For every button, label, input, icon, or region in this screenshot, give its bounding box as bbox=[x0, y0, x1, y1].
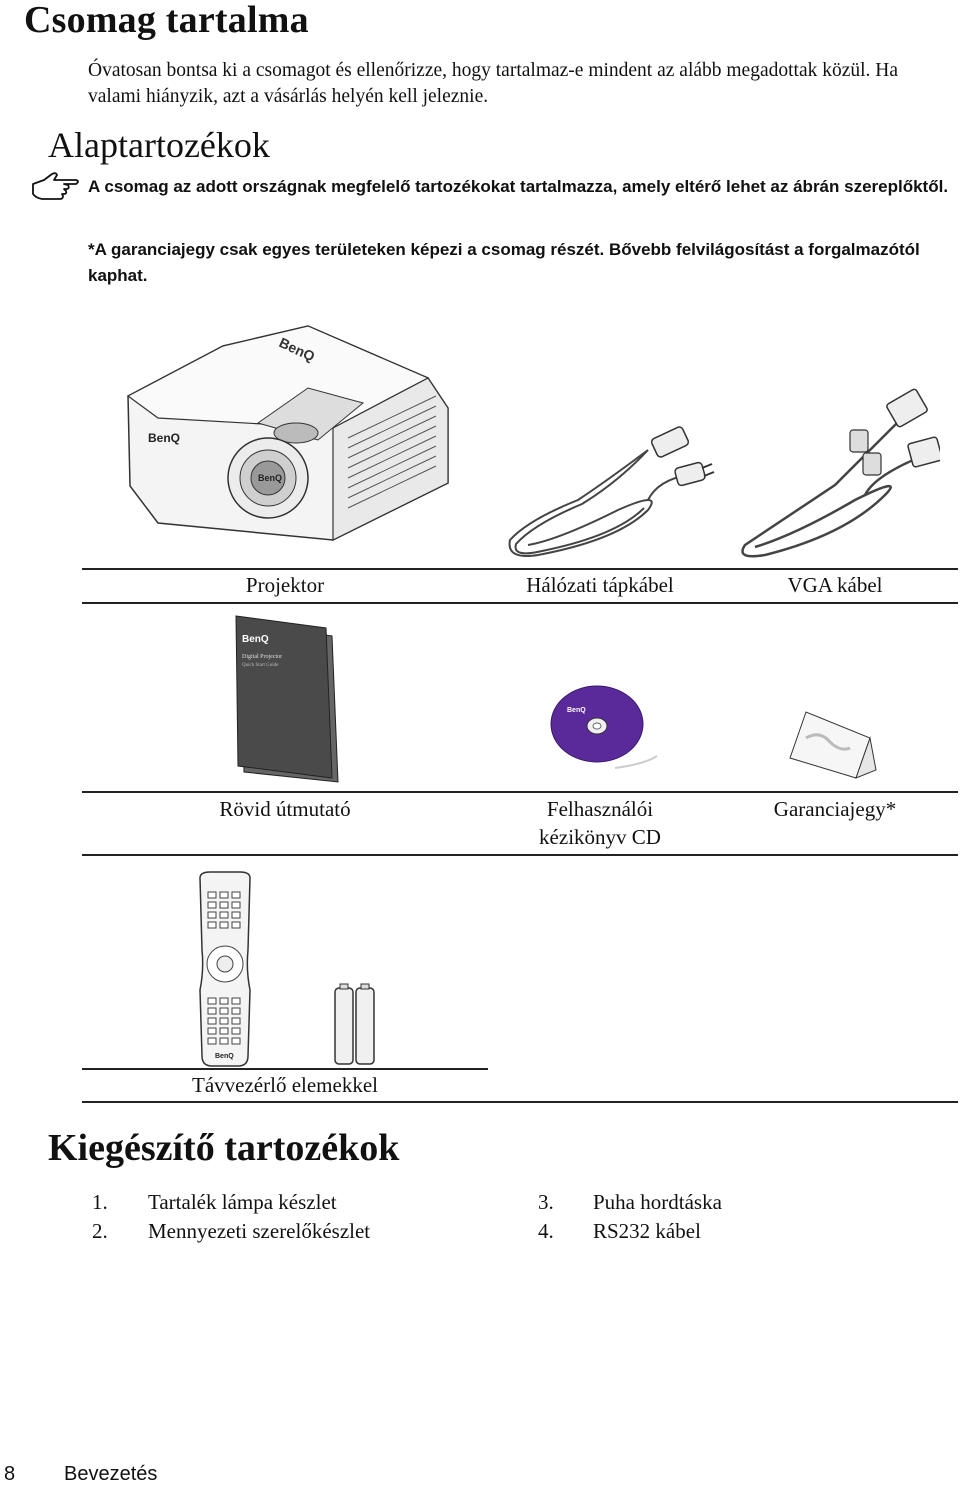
standard-accessories-heading: Alaptartozékok bbox=[48, 125, 270, 165]
remote-with-batteries-image bbox=[190, 870, 390, 1068]
caption-projector: Projektor bbox=[245, 573, 325, 597]
row3-bottom-rule bbox=[82, 1101, 958, 1103]
guide-brand: BenQ bbox=[242, 634, 269, 645]
caption-vga-cable: VGA kábel bbox=[787, 573, 883, 597]
lens-brand: BenQ bbox=[258, 473, 283, 483]
pointing-hand-icon bbox=[30, 170, 82, 204]
cd-brand: BenQ bbox=[567, 707, 586, 714]
intro-paragraph: Óvatosan bontsa ki a csomagot és ellenőrizze, hogy tartalmaz-e mindent az alább megadottak közül. Ha valami hiányzik, azt a vásárlás helyén kell jeleznie. bbox=[88, 60, 899, 107]
caption-remote: Távvezérlő elemekkel bbox=[192, 1073, 378, 1097]
remote-brand: BenQ bbox=[215, 1053, 234, 1060]
optional-num-4: 4. bbox=[538, 1219, 554, 1243]
page-title: Csomag tartalma bbox=[24, 0, 309, 41]
caption-power-cord: Hálózati tápkábel bbox=[526, 573, 674, 597]
row1-top-rule bbox=[82, 568, 958, 570]
caption-cd-line1: Felhasználói bbox=[546, 797, 654, 821]
warranty-note: *A garanciajegy csak egyes területeken képezi a csomag részét. Bővebb felvilágosítást a forgalmazótól kaphat. bbox=[88, 240, 920, 285]
quick-guide-image bbox=[228, 612, 343, 784]
optional-num-2: 2. bbox=[92, 1219, 108, 1243]
page-number: 8 bbox=[4, 1463, 16, 1485]
power-cord-image bbox=[498, 420, 718, 570]
caption-quick-guide: Rövid útmutató bbox=[219, 797, 351, 821]
standard-note: A csomag az adott országnak megfelelő tartozékokat tartalmazza, amely eltérő lehet az ábrán szereplőktől. bbox=[88, 177, 949, 196]
projector-brand: BenQ bbox=[148, 431, 181, 445]
vga-cable-image bbox=[725, 385, 940, 570]
optional-item-3: Puha hordtáska bbox=[593, 1190, 722, 1214]
guide-title: Digital Projector bbox=[242, 654, 283, 660]
optional-num-3: 3. bbox=[538, 1190, 554, 1214]
optional-item-2: Mennyezeti szerelőkészlet bbox=[148, 1219, 371, 1243]
footer-section-title: Bevezetés bbox=[64, 1463, 158, 1485]
optional-item-1: Tartalék lámpa készlet bbox=[148, 1190, 337, 1214]
guide-subtitle: Quick Start Guide bbox=[242, 663, 279, 668]
row3-top-rule bbox=[82, 1068, 488, 1070]
top-brand: BenQ bbox=[276, 334, 318, 365]
optional-accessories-heading: Kiegészítő tartozékok bbox=[48, 1127, 400, 1169]
caption-cd-line2: kézikönyv CD bbox=[539, 825, 661, 849]
caption-warranty-card: Garanciajegy* bbox=[773, 797, 897, 821]
optional-item-4: RS232 kábel bbox=[593, 1219, 701, 1243]
warranty-card-image bbox=[786, 708, 878, 780]
row1-bottom-rule bbox=[82, 602, 958, 604]
row2-top-rule bbox=[82, 791, 958, 793]
optional-num-1: 1. bbox=[92, 1190, 108, 1214]
cd-image bbox=[545, 684, 659, 774]
projector-image bbox=[118, 318, 453, 546]
row2-bottom-rule bbox=[82, 854, 958, 856]
